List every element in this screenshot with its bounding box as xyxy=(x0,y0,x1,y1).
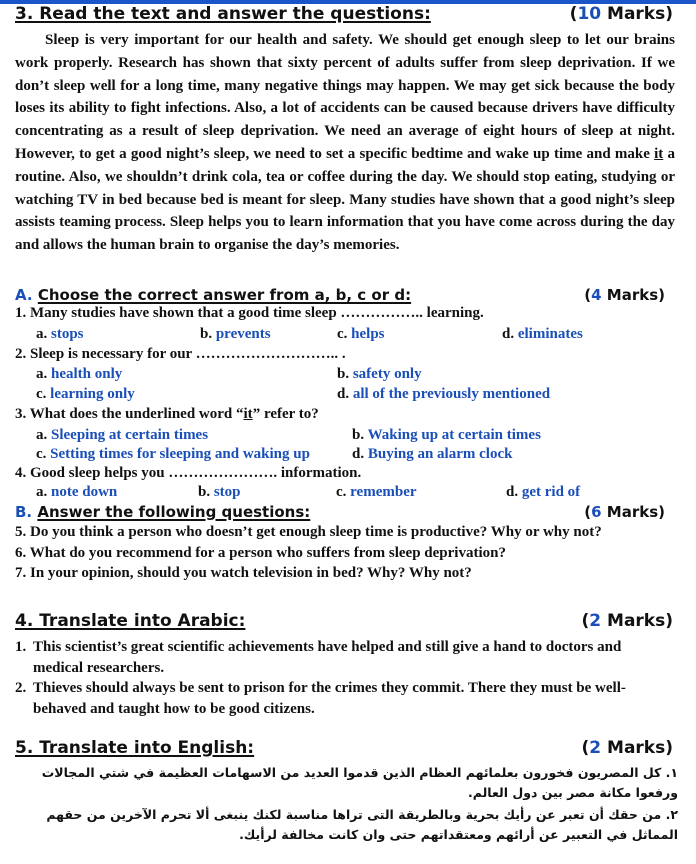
option-letter: a. xyxy=(36,484,48,500)
option-letter: c. xyxy=(36,446,47,462)
partA-header xyxy=(15,285,665,305)
option-letter: d. xyxy=(506,484,519,500)
option-text: Setting times for sleeping and waking up xyxy=(50,446,310,462)
question-6: 6. What do you recommend for a person who suffers from sleep deprivation? xyxy=(15,545,506,561)
option-letter: c. xyxy=(36,386,47,402)
partA-letter: A. xyxy=(15,286,33,304)
question-7: 7. In your opinion, should you watch television in bed? Why? Why not? xyxy=(15,565,472,581)
partB-marks xyxy=(584,502,665,522)
section5-title: 5. Translate into English: xyxy=(15,738,255,758)
marks-open: ( xyxy=(584,503,592,521)
option-text: all of the previously mentioned xyxy=(352,386,551,402)
question-4-stem: 4. Good sleep helps you …………………. information. xyxy=(15,465,362,481)
option-letter: a. xyxy=(36,326,48,342)
passage-text-1: Sleep is very important for our health and safety. We should get enough sleep to let our brains work properly. Research has shown that sixty percent of adults suffer from sleep deprivation. If we don’t sleep well for a long time, many negative things may happen. We may get sick because the body loses its ability to fight infections. Also, a lot of accidents can be caused because drivers have difficulty concentrating as a result of sleep deprivation. We need an average of eight hours of sleep at night. However, to get a good night’s sleep, we need to set a specific bedtime and wake up time and make xyxy=(15,32,675,162)
option-letter: c. xyxy=(336,484,347,500)
option-letter: b. xyxy=(337,366,350,382)
section4-marks xyxy=(581,610,673,632)
q2-option-d[interactable] xyxy=(337,384,550,404)
q2-option-a[interactable] xyxy=(36,364,122,384)
option-text: stop xyxy=(213,484,241,500)
q1-option-b[interactable] xyxy=(200,324,271,344)
question-2-stem: 2. Sleep is necessary for our ……………………….. . xyxy=(15,346,346,362)
translate-arabic-item-2 xyxy=(15,678,665,719)
q3-option-b[interactable] xyxy=(352,425,541,445)
q4-option-b[interactable] xyxy=(198,482,241,502)
passage-text-2: a routine. Also, we shouldn’t drink cola, tea or coffee during the day. We should stop eating, studying or watching TV in bed because bed is meant for sleep. Many studies have shown that a good night’s sleep assists teaming process. Sleep helps you to learn information that you have come across during the day and allows the human brain to organise the day’s memories. xyxy=(15,145,676,254)
q1-option-d[interactable] xyxy=(502,324,583,344)
option-letter: b. xyxy=(352,427,365,443)
q1-option-a[interactable] xyxy=(36,324,84,344)
option-letter: b. xyxy=(200,326,213,342)
option-text: note down xyxy=(51,484,118,500)
section4-header xyxy=(15,610,673,632)
option-text: learning only xyxy=(50,386,135,402)
option-text: eliminates xyxy=(517,326,583,342)
stem-underlined-it: it xyxy=(243,406,253,422)
q4-option-c[interactable] xyxy=(336,482,417,502)
q3-option-c[interactable] xyxy=(36,444,310,464)
partA-marks xyxy=(584,285,665,305)
item-text: This scientist’s great scientific achievements have helped and still give a hand to doctors and medical researchers. xyxy=(33,639,622,676)
question-1-stem: 1. Many studies have shown that a good time sleep …………….. learning. xyxy=(15,305,484,321)
option-text: helps xyxy=(351,326,385,342)
marks-number: 2 xyxy=(589,611,602,631)
option-letter: d. xyxy=(502,326,515,342)
stem-text: 3. What does the underlined word “ xyxy=(15,406,244,422)
option-text: Sleeping at certain times xyxy=(51,427,209,443)
marks-close: Marks) xyxy=(601,611,673,631)
option-text: prevents xyxy=(215,326,271,342)
passage-underlined-it: it xyxy=(654,145,664,162)
option-text: Waking up at certain times xyxy=(367,427,541,443)
q2-option-b[interactable] xyxy=(337,364,422,384)
partB-header xyxy=(15,502,665,522)
option-letter: d. xyxy=(337,386,350,402)
option-text: remember xyxy=(350,484,417,500)
option-letter: a. xyxy=(36,427,48,443)
partB-letter: B. xyxy=(15,503,33,521)
section3-marks xyxy=(570,3,673,25)
question-5: 5. Do you think a person who doesn’t get enough sleep time is productive? Why or why not? xyxy=(15,524,602,540)
marks-open: ( xyxy=(581,611,590,631)
question-3-stem xyxy=(15,404,675,424)
translate-english-item-1: ١. كل المصريون فخورون بعلمائهم العظام الذين قدموا العديد من الاسهامات العظيمة في شتي المجالات ورفعوا مكانة مصر بين دول العالم. xyxy=(41,765,678,800)
marks-close: Marks) xyxy=(601,738,673,758)
q1-option-c[interactable] xyxy=(337,324,385,344)
marks-open: ( xyxy=(581,738,590,758)
section5-marks xyxy=(581,737,673,759)
section3-header xyxy=(15,3,673,25)
marks-open: ( xyxy=(569,4,578,24)
section3-title: 3. Read the text and answer the questions: xyxy=(15,4,431,24)
item-number: 1. xyxy=(15,639,27,655)
marks-number: 2 xyxy=(589,738,602,758)
reading-passage xyxy=(15,29,675,257)
item-number: 2. xyxy=(15,680,27,696)
q3-option-d[interactable] xyxy=(352,444,512,464)
marks-open: ( xyxy=(584,286,592,304)
option-letter: c. xyxy=(337,326,348,342)
marks-number: 10 xyxy=(577,4,602,24)
translate-arabic-item-1 xyxy=(15,637,665,678)
option-text: safety only xyxy=(352,366,422,382)
translate-english-item-2: ٢. من حقك أن تعبر عن رأيك بحرية وبالطريقة التى تراها مناسبة لكنك ينبغى ألا تحرم الآخرين من حقهم المماثل في التعبير عن أرائهم ومعتقداتهم حتى وان كانت مخالفة لرأيك. xyxy=(46,807,678,842)
option-text: get rid of xyxy=(521,484,581,500)
marks-close: Marks) xyxy=(601,503,665,521)
option-letter: a. xyxy=(36,366,48,382)
option-text: Buying an alarm clock xyxy=(367,446,513,462)
partA-title: Choose the correct answer from a, b, c or d: xyxy=(37,286,412,304)
marks-number: 6 xyxy=(591,503,602,521)
q4-option-a[interactable] xyxy=(36,482,117,502)
option-text: health only xyxy=(51,366,123,382)
stem-text: ” refer to? xyxy=(252,406,319,422)
option-letter: d. xyxy=(352,446,365,462)
q4-option-d[interactable] xyxy=(506,482,580,502)
partB-title: Answer the following questions: xyxy=(37,503,311,521)
section5-header xyxy=(15,737,673,759)
option-text: stops xyxy=(51,326,84,342)
marks-number: 4 xyxy=(591,286,602,304)
q3-option-a[interactable] xyxy=(36,425,208,445)
q2-option-c[interactable] xyxy=(36,384,135,404)
marks-close: Marks) xyxy=(601,4,673,24)
section4-title: 4. Translate into Arabic: xyxy=(15,611,246,631)
option-letter: b. xyxy=(198,484,211,500)
marks-close: Marks) xyxy=(601,286,665,304)
item-text: Thieves should always be sent to prison for the crimes they commit. There they must be well-behaved and taught how to be good citizens. xyxy=(33,680,626,717)
